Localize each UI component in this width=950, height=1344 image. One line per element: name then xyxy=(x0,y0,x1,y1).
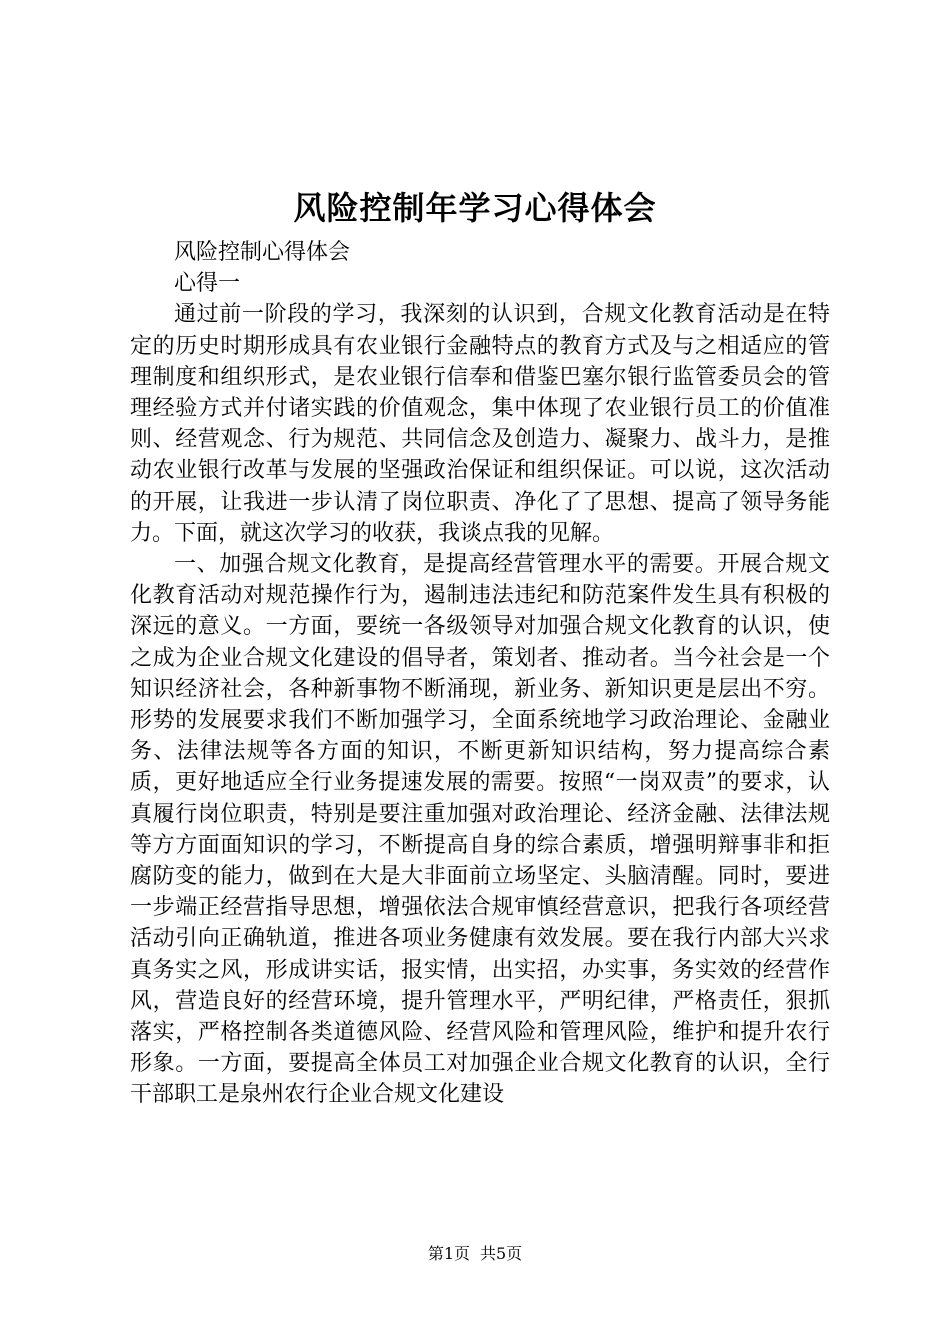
page-number: 第1页 xyxy=(427,1244,470,1263)
body-paragraph: 一、加强合规文化教育，是提高经营管理水平的需要。开展合规文化教育活动对规范操作行为，遏制违法违纪和防范案件发生具有积极的深远的意义。一方面，要统一各级领导对加强合规文化教育的认识，使之成为企业合规文化建设的倡导者，策划者、推动者。当今社会是一个知识经济社会，各种新事物不断涌现，新业务、新知识更是层出不穷。形势的发展要求我们不断加强学习，全面系统地学习政治理论、金融业务、法律法规等各方面的知识，不断更新知识结构，努力提高综合素质，更好地适应全行业务提速发展的需要。按照“一岗双责”的要求，认真履行岗位职责，特别是要注重加强对政治理论、经济金融、法律法规等方方面面知识的学习，不断提高自身的综合素质，增强明辩事非和拒腐防变的能力，做到在大是大非面前立场坚定、头脑清醒。同时，要进一步端正经营指导思想，增强依法合规审慎经营意识，把我行各项经营活动引向正确轨道，推进各项业务健康有效发展。要在我行内部大兴求真务实之风，形成讲实话，报实情，出实招，办实事，务实效的经营作风，营造良好的经营环境，提升管理水平，严明纪律，严格责任，狠抓落实，严格控制各类道德风险、经营风险和管理风险，维护和提升农行形象。一方面，要提高全体员工对加强企业合规文化教育的认识，全行干部职工是泉州农行企业合规文化建设 xyxy=(130,552,830,1108)
page-footer xyxy=(0,1243,950,1265)
subsection-heading: 心得一 xyxy=(174,271,241,297)
document-title: 风险控制年学习心得体会 xyxy=(293,189,657,227)
page-total: 共5页 xyxy=(480,1244,523,1263)
section-heading: 风险控制心得体会 xyxy=(174,240,351,265)
document-body xyxy=(130,237,830,1111)
body-paragraph: 通过前一阶段的学习，我深刻的认识到，合规文化教育活动是在特定的历史时期形成具有农业银行金融特点的教育方式及与之相适应的管理制度和组织形式，是农业银行信奉和借鉴巴塞尔银行监管委员会的管理经验方式并付诸实践的价值观念，集中体现了农业银行员工的价值准则、经营观念、行为规范、共同信念及创造力、凝聚力、战斗力，是推动农业银行改革与发展的坚强政治保证和组织保证。可以说，这次活动的开展，让我进一步认清了岗位职责、净化了了思想、提高了领导务能力。下面，就这次学习的收获，我谈点我的见解。 xyxy=(130,302,830,546)
